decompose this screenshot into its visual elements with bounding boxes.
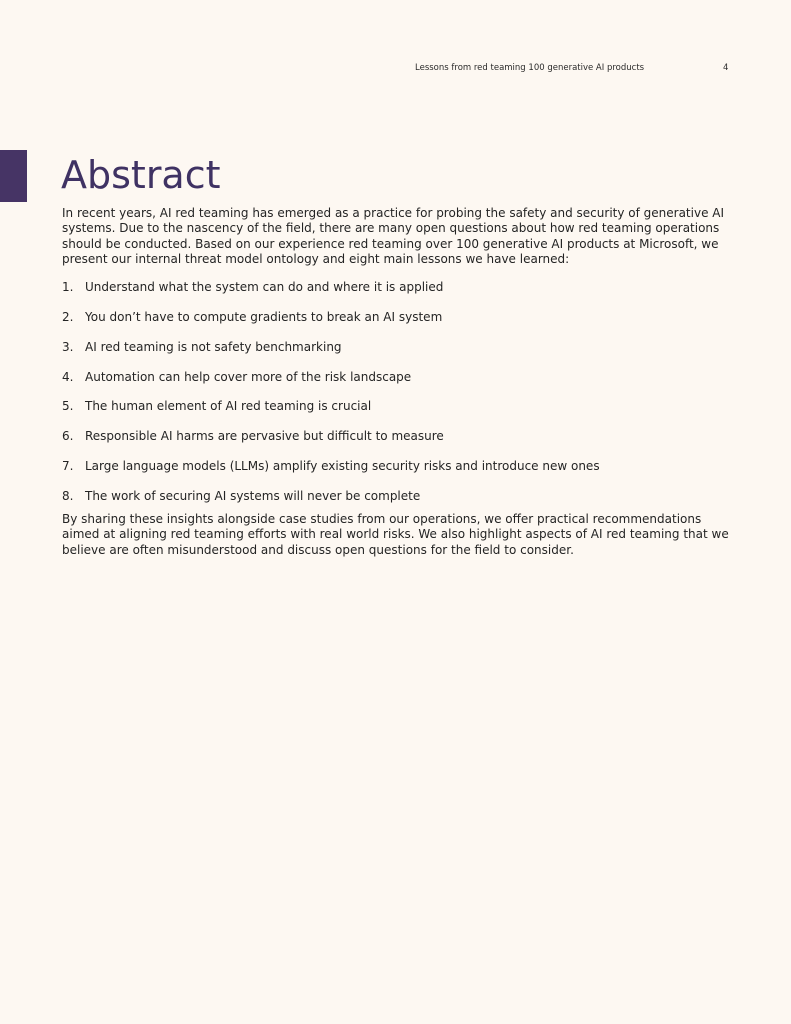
lesson-number: 8.: [62, 488, 74, 503]
lesson-number: 7.: [62, 458, 74, 473]
lesson-list: [62, 280, 734, 504]
lesson-text: Understand what the system can do and where it is applied: [85, 280, 444, 295]
lesson-item: [62, 340, 734, 355]
running-header: [0, 61, 791, 75]
section-accent-bar: [0, 150, 27, 202]
lesson-text: AI red teaming is not safety benchmarking: [85, 339, 342, 354]
running-title: Lessons from red teaming 100 generative AI products: [415, 63, 645, 73]
page-number: 4: [723, 63, 729, 73]
lesson-number: 4.: [62, 369, 74, 384]
lesson-number: 1.: [62, 280, 74, 295]
lesson-item: [62, 459, 734, 474]
lesson-text: You don’t have to compute gradients to break an AI system: [85, 309, 443, 324]
lesson-number: 6.: [62, 429, 74, 444]
lesson-item: [62, 489, 734, 504]
abstract-body: [62, 206, 734, 558]
lesson-number: 5.: [62, 399, 74, 414]
lesson-item: [62, 310, 734, 325]
lesson-item: [62, 399, 734, 414]
intro-paragraph: In recent years, AI red teaming has emerged as a practice for probing the safety and security of generative AI systems. Due to the nascency of the field, there are many open questions about how red teaming operations should be conducted. Based on our experience red teaming over 100 generative AI products at Microsoft, we present our internal threat model ontology and eight main lessons we have learned:: [62, 206, 725, 266]
lesson-text: Automation can help cover more of the risk landscape: [85, 369, 412, 384]
lesson-item: [62, 370, 734, 385]
lesson-item: [62, 429, 734, 444]
lesson-number: 2.: [62, 309, 74, 324]
closing-paragraph: By sharing these insights alongside case studies from our operations, we offer practical recommendations aimed at aligning red teaming efforts with real world risks. We also highlight aspects of AI red teaming that we believe are often misunderstood and discuss open questions for the field to consider.: [62, 512, 729, 557]
lesson-number: 3.: [62, 339, 74, 354]
lesson-text: The human element of AI red teaming is crucial: [85, 399, 372, 414]
lesson-text: The work of securing AI systems will never be complete: [85, 488, 421, 503]
lesson-item: [62, 280, 734, 295]
lesson-text: Responsible AI harms are pervasive but difficult to measure: [85, 429, 444, 444]
lesson-text: Large language models (LLMs) amplify existing security risks and introduce new ones: [85, 458, 600, 473]
section-title: Abstract: [61, 153, 221, 197]
